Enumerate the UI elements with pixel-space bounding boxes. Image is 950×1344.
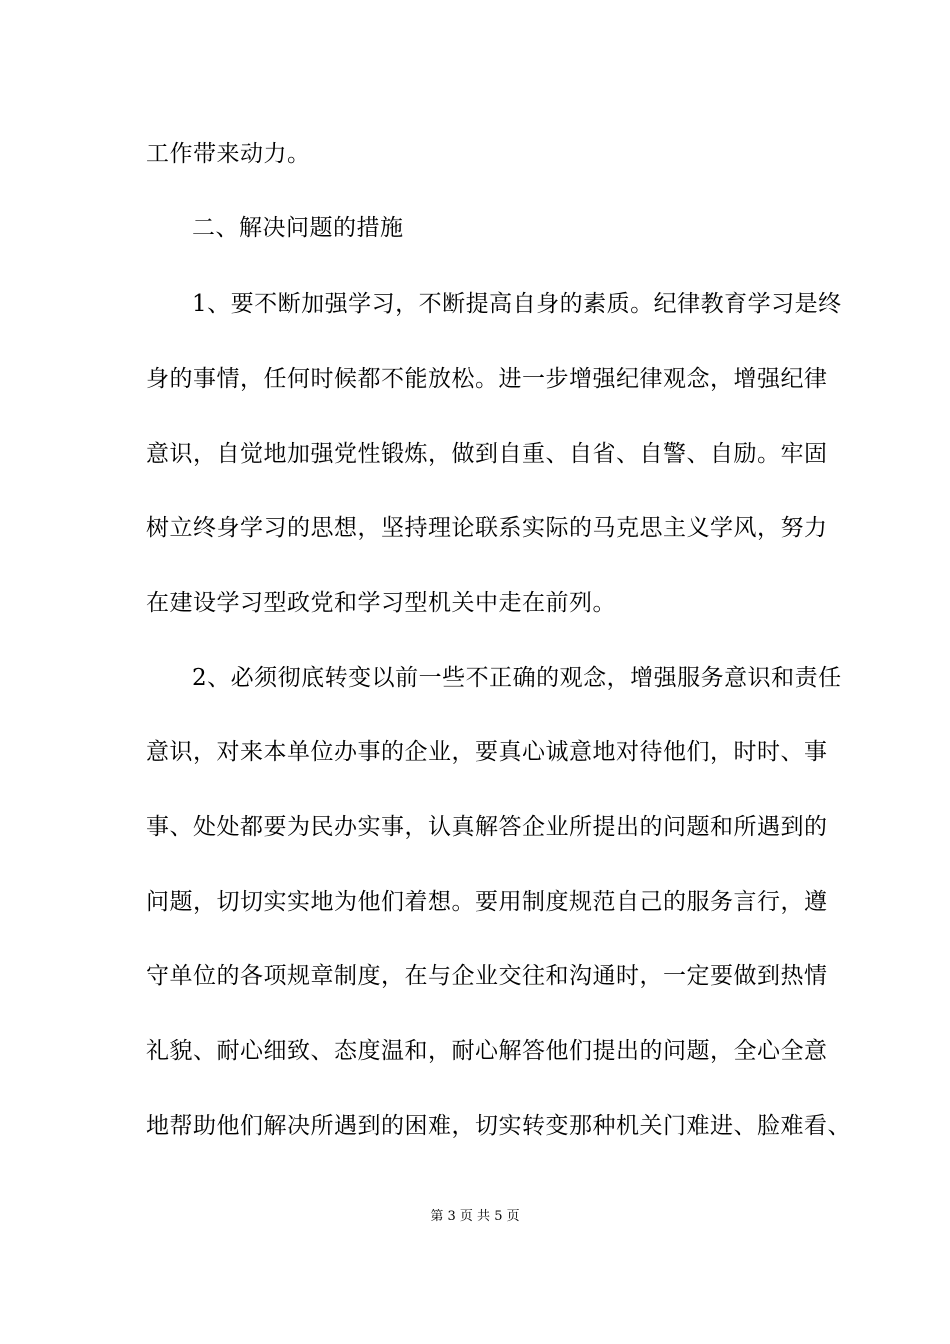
text-line: 意识，自觉地加强党性锻炼，做到自重、自省、自警、自励。牢固 — [146, 441, 828, 467]
text-line: 礼貌、耐心细致、态度温和，耐心解答他们提出的问题，全心全意 — [146, 1038, 828, 1064]
section-heading: 二、解决问题的措施 — [192, 215, 404, 241]
text-line: 意识，对来本单位办事的企业，要真心诚意地对待他们，时时、事 — [146, 739, 828, 765]
text-line: 地帮助他们解决所遇到的困难，切实转变那种机关门难进、脸难看、 — [146, 1113, 851, 1139]
text-line: 树立终身学习的思想，坚持理论联系实际的马克思主义学风，努力 — [146, 515, 828, 541]
text-line: 2、必须彻底转变以前一些不正确的观念，增强服务意识和责任 — [192, 665, 842, 691]
page-number: 第 3 页 共 5 页 — [430, 1209, 520, 1224]
text-line: 身的事情，任何时候都不能放松。进一步增强纪律观念，增强纪律 — [146, 366, 828, 392]
text-line: 守单位的各项规章制度，在与企业交往和沟通时，一定要做到热情 — [146, 963, 828, 989]
page-footer — [0, 1208, 950, 1226]
text-line: 1、要不断加强学习，不断提高自身的素质。纪律教育学习是终 — [192, 291, 842, 317]
text-line: 问题，切切实实地为他们着想。要用制度规范自己的服务言行，遵 — [146, 889, 828, 915]
text-line: 工作带来动力。 — [146, 141, 311, 167]
text-line: 在建设学习型政党和学习型机关中走在前列。 — [146, 590, 616, 616]
text-line: 事、处处都要为民办实事，认真解答企业所提出的问题和所遇到的 — [146, 814, 828, 840]
